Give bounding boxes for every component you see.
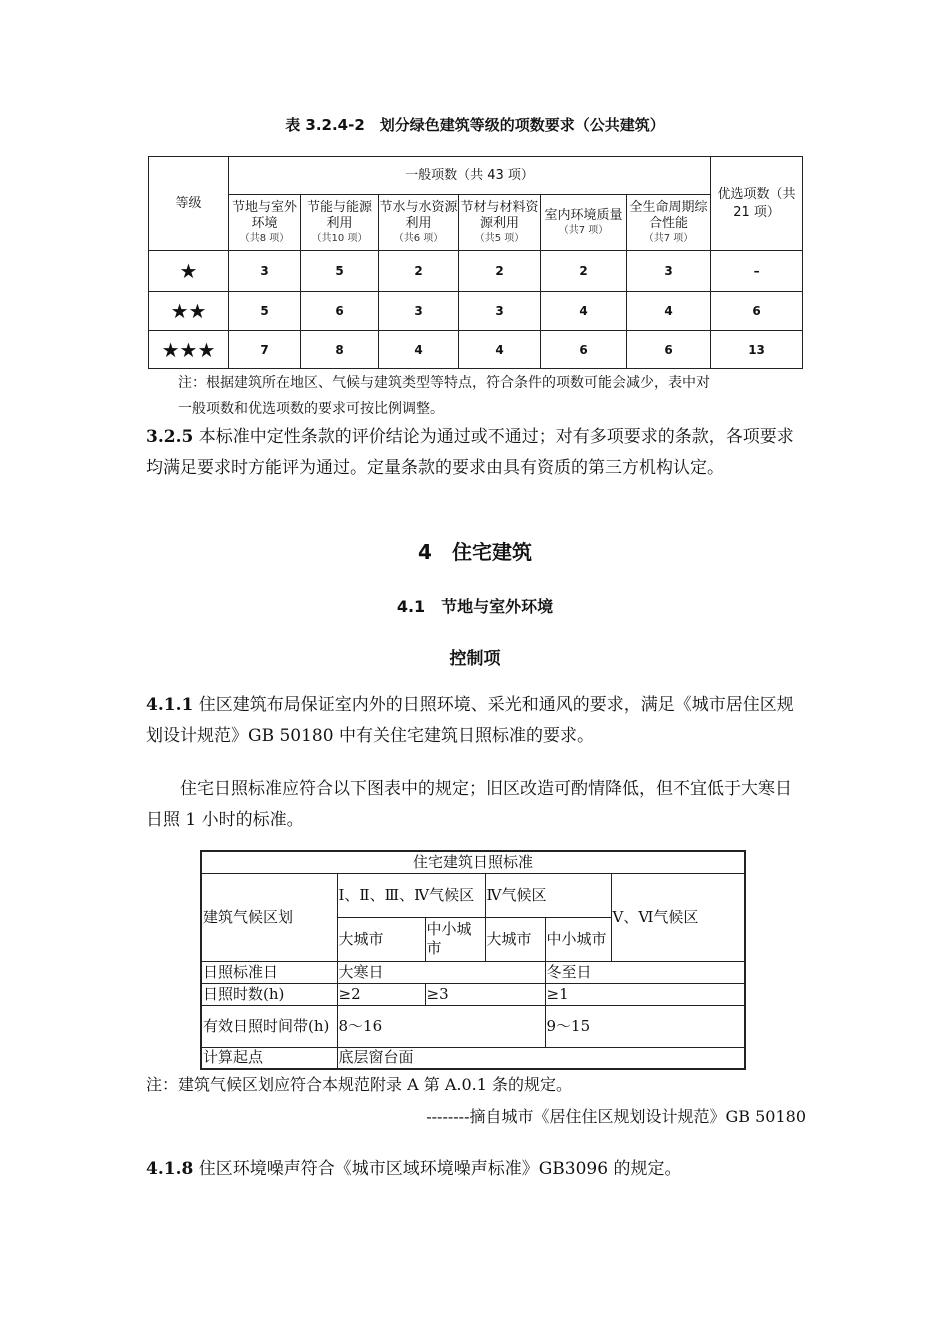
city-size: 大城市 xyxy=(485,917,545,961)
column-header: 室内环境质量 （共7 项） xyxy=(541,195,627,251)
table-cell: 3 xyxy=(459,292,541,331)
table-cell: 5 xyxy=(229,292,301,331)
row-label: 建筑气候区划 xyxy=(201,873,337,961)
table-cell: 9～15 xyxy=(545,1005,745,1047)
clause-number: 4.1.8 xyxy=(146,1159,194,1179)
table-cell: ≥2 xyxy=(337,983,425,1005)
table-cell: – xyxy=(711,251,803,292)
table-cell: 4 xyxy=(541,292,627,331)
chapter-title: 4 住宅建筑 xyxy=(418,540,532,564)
clause-number: 4.1.1 xyxy=(146,695,194,715)
table-cell: 4 xyxy=(459,331,541,369)
clause-text: 住区建筑布局保证室内外的日照环境、采光和通风的要求，满足《城市居住区规划设计规范》GB 50180 中有关住宅建筑日照标准的要求。 xyxy=(146,695,794,746)
column-header: 节地与室外环境 （共8 项） xyxy=(229,195,301,251)
table-cell: 6 xyxy=(711,292,803,331)
grade-stars: ★★ xyxy=(149,292,229,331)
clause-text: 住区环境噪声符合《城市区域环境噪声标准》GB3096 的规定。 xyxy=(193,1159,682,1179)
city-size: 中小城市 xyxy=(425,917,485,961)
table-cell: 大寒日 xyxy=(337,961,545,983)
row-label: 计算起点 xyxy=(201,1047,337,1069)
clause-number: 3.2.5 xyxy=(146,427,194,447)
table1-note-line: 注：根据建筑所在地区、气候与建筑类型等特点，符合条件的项数可能会减少，表中对 xyxy=(178,375,710,391)
table-cell: 5 xyxy=(301,251,379,292)
table-cell: 4 xyxy=(627,292,711,331)
table-cell: 3 xyxy=(627,251,711,292)
table-cell: 4 xyxy=(379,331,459,369)
table2-note: 注：建筑气候区划应符合本规范附录 A 第 A.0.1 条的规定。 xyxy=(146,1075,572,1094)
control-items-title: 控制项 xyxy=(449,649,501,669)
column-header: 节水与水资源利用 （共6 项） xyxy=(379,195,459,251)
row-label: 日照标准日 xyxy=(201,961,337,983)
table-cell: 13 xyxy=(711,331,803,369)
city-size: 中小城市 xyxy=(545,917,611,961)
clause-3-2-5 xyxy=(146,422,808,484)
table-row xyxy=(149,251,803,292)
table-cell: 6 xyxy=(627,331,711,369)
column-header: 节能与能源利用 （共10 项） xyxy=(301,195,379,251)
table-cell: ≥1 xyxy=(545,983,745,1005)
table-cell: 底层窗台面 xyxy=(337,1047,745,1069)
clause-4-1-1 xyxy=(146,690,808,752)
table-row xyxy=(149,331,803,369)
table-row xyxy=(149,292,803,331)
green-building-grade-table xyxy=(148,156,803,369)
table-cell: 3 xyxy=(379,292,459,331)
table1-caption: 表 3.2.4-2 划分绿色建筑等级的项数要求（公共建筑） xyxy=(285,116,665,134)
table-cell: 2 xyxy=(379,251,459,292)
city-size: 大城市 xyxy=(337,917,425,961)
table-cell: 8 xyxy=(301,331,379,369)
table-cell: ≥3 xyxy=(425,983,545,1005)
sunlight-intro: 住宅日照标准应符合以下图表中的规定；旧区改造可酌情降低，但不宜低于大寒日日照 1 小时的标准。 xyxy=(146,779,792,830)
sunlight-standard-table xyxy=(200,850,746,1070)
row-label: 有效日照时间带(h) xyxy=(201,1005,337,1047)
table1-note xyxy=(178,370,810,422)
optional-items-header: 优选项数（共 21 项） xyxy=(711,157,803,251)
clause-text: 本标准中定性条款的评价结论为通过或不通过；对有多项要求的条款，各项要求均满足要求时方能评为通过。定量条款的要求由具有资质的第三方机构认定。 xyxy=(146,427,794,478)
zone-header: Ⅴ、Ⅵ气候区 xyxy=(611,873,745,961)
table-cell: 3 xyxy=(229,251,301,292)
general-items-header: 一般项数（共 43 项） xyxy=(229,157,711,195)
row-label: 日照时数(h) xyxy=(201,983,337,1005)
table-cell: 2 xyxy=(541,251,627,292)
zone-header: Ⅳ气候区 xyxy=(485,873,611,917)
table2-title: 住宅建筑日照标准 xyxy=(201,851,745,873)
grade-header: 等级 xyxy=(149,157,229,251)
grade-stars: ★★★ xyxy=(149,331,229,369)
zone-header: Ⅰ、Ⅱ、Ⅲ、Ⅳ气候区 xyxy=(337,873,485,917)
table2-source: --------摘自城市《居住住区规划设计规范》GB 50180 xyxy=(426,1107,806,1126)
table-cell: 冬至日 xyxy=(545,961,745,983)
column-header: 全生命周期综合性能 （共7 项） xyxy=(627,195,711,251)
table1-note-line: 一般项数和优选项数的要求可按比例调整。 xyxy=(178,401,444,417)
table-cell: 6 xyxy=(301,292,379,331)
section-title: 4.1 节地与室外环境 xyxy=(396,597,554,616)
table-cell: 2 xyxy=(459,251,541,292)
table-cell: 7 xyxy=(229,331,301,369)
column-header: 节材与材料资源利用 （共5 项） xyxy=(459,195,541,251)
table-cell: 8～16 xyxy=(337,1005,545,1047)
clause-4-1-8 xyxy=(146,1154,808,1185)
table-cell: 6 xyxy=(541,331,627,369)
grade-stars: ★ xyxy=(149,251,229,292)
